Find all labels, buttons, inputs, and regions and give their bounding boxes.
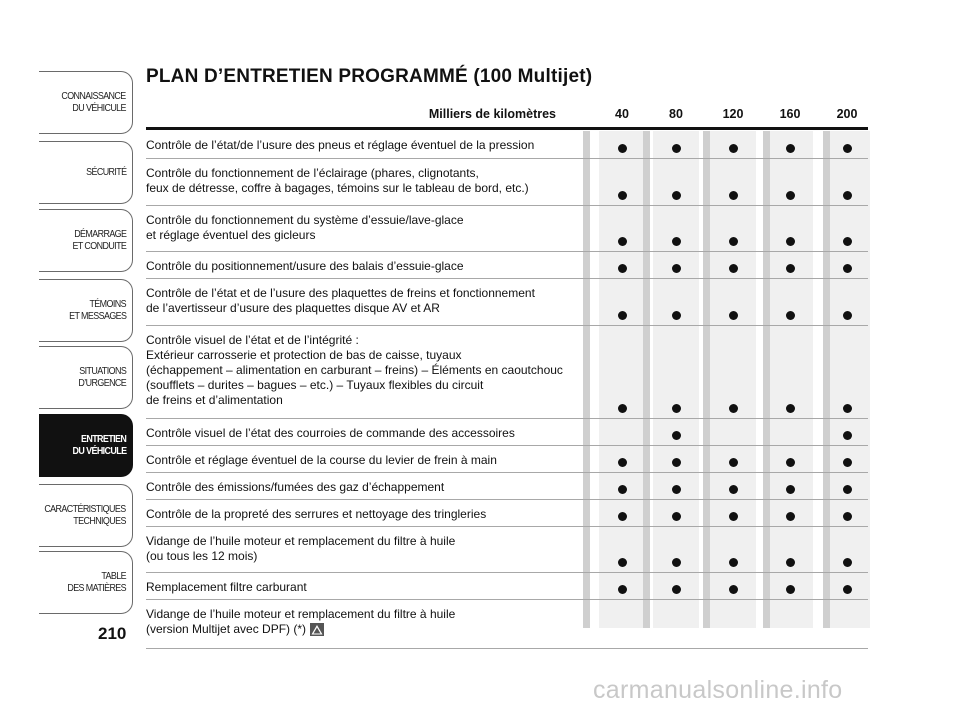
row-text-line: (version Multijet avec DPF) (*) [146, 622, 455, 637]
check-dot [729, 404, 738, 413]
section-tab-label: DÉMARRAGE [73, 228, 126, 240]
check-dot [729, 144, 738, 153]
row-text-line: Contrôle visuel de l’état et de l’intégrité : [146, 333, 359, 347]
row-text-line: Remplacement filtre carburant [146, 580, 307, 594]
check-dot [729, 558, 738, 567]
section-tab-label: TABLE [101, 570, 126, 582]
table-row [146, 131, 868, 159]
km-column-120: 120 [722, 107, 744, 121]
row-text-line: Contrôle de la propreté des serrures et nettoyage des tringleries [146, 507, 487, 521]
check-dot [843, 485, 852, 494]
row-text-line: Contrôle des émissions/fumées des gaz d’échappement [146, 480, 445, 494]
row-description [146, 138, 534, 153]
row-text-line: Vidange de l’huile moteur et remplacement du filtre à huile [146, 607, 456, 621]
check-dot [618, 512, 627, 521]
table-row [146, 473, 868, 500]
section-tab-8[interactable] [39, 551, 133, 614]
check-dot [618, 264, 627, 273]
row-description [146, 213, 464, 243]
check-dot [618, 404, 627, 413]
watermark: carmanualsonline.info [593, 676, 843, 704]
row-text-line: de freins et d’alimentation [146, 393, 283, 407]
check-dot [672, 558, 681, 567]
check-dot [843, 264, 852, 273]
table-row [146, 573, 868, 600]
section-tab-7[interactable] [39, 484, 133, 547]
check-dot [786, 191, 795, 200]
check-dot [729, 512, 738, 521]
check-dot [786, 485, 795, 494]
check-dot [729, 585, 738, 594]
check-dot [672, 264, 681, 273]
section-tab-2[interactable] [39, 141, 133, 204]
row-description [146, 453, 497, 468]
check-dot [786, 144, 795, 153]
check-dot [843, 144, 852, 153]
check-dot [618, 191, 627, 200]
table-row [146, 419, 868, 446]
row-description [146, 259, 464, 274]
row-description [146, 333, 563, 408]
check-dot [843, 404, 852, 413]
kilometers-label: Milliers de kilomètres [428, 107, 556, 121]
check-dot [843, 558, 852, 567]
check-dot [618, 144, 627, 153]
table-row [146, 159, 868, 206]
check-dot [672, 191, 681, 200]
section-tab-5[interactable] [39, 346, 133, 409]
check-dot [843, 237, 852, 246]
section-tab-label: TECHNIQUES [73, 514, 126, 527]
section-tab-label: D’URGENCE [78, 376, 126, 389]
table-row [146, 206, 868, 252]
table-row [146, 600, 868, 649]
check-dot [672, 512, 681, 521]
section-tab-label: SITUATIONS [79, 365, 126, 377]
row-text-line: feux de détresse, coffre à bagages, témoins sur le tableau de bord, etc.) [146, 181, 529, 195]
check-dot [672, 144, 681, 153]
row-description [146, 480, 444, 495]
row-description [146, 166, 529, 196]
check-dot [729, 191, 738, 200]
check-dot [843, 585, 852, 594]
table-row [146, 252, 868, 279]
section-tab-label: DU VÉHICULE [72, 101, 126, 114]
table-row [146, 446, 868, 473]
row-description [146, 534, 455, 564]
row-text-line: (ou tous les 12 mois) [146, 549, 258, 563]
section-tab-label: SÉCURITÉ [85, 165, 126, 178]
check-dot [843, 458, 852, 467]
check-dot [672, 458, 681, 467]
row-text-line: et réglage éventuel des gicleurs [146, 228, 316, 242]
row-text-line: Contrôle du positionnement/usure des balais d’essuie-glace [146, 259, 464, 273]
row-text-line: (échappement – alimentation en carburant – freins) – Éléments en caoutchouc [146, 363, 563, 377]
section-tab-label: DU VÉHICULE [72, 444, 126, 457]
check-dot [729, 264, 738, 273]
check-dot [618, 311, 627, 320]
check-dot [618, 558, 627, 567]
check-dot [786, 237, 795, 246]
check-dot [618, 485, 627, 494]
row-text-line: Contrôle de l’état/de l’usure des pneus et réglage éventuel de la pression [146, 138, 535, 152]
check-dot [786, 558, 795, 567]
km-column-200: 200 [836, 107, 858, 121]
check-dot [786, 404, 795, 413]
row-text-line: (soufflets – durites – bagues – etc.) – Tuyaux flexibles du circuit [146, 378, 484, 392]
row-text-line: Contrôle du fonctionnement du système d’essuie/lave-glace [146, 213, 464, 227]
check-dot [786, 264, 795, 273]
check-dot [843, 191, 852, 200]
section-tab-6[interactable] [39, 414, 133, 477]
section-tab-label: CONNAISSANCE [61, 90, 126, 102]
row-text-line: de l’avertisseur d’usure des plaquettes disque AV et AR [146, 301, 440, 315]
maintenance-table [146, 131, 868, 636]
table-row [146, 500, 868, 527]
page-title: PLAN D’ENTRETIEN PROGRAMMÉ (100 Multijet) [146, 66, 593, 87]
page-number: 210 [98, 624, 127, 643]
check-dot [786, 512, 795, 521]
check-dot [672, 311, 681, 320]
check-dot [729, 237, 738, 246]
check-dot [843, 311, 852, 320]
check-dot [729, 458, 738, 467]
section-tab-label: ENTRETIEN [80, 433, 126, 445]
check-dot [672, 431, 681, 440]
check-dot [672, 485, 681, 494]
check-dot [843, 431, 852, 440]
row-description [146, 507, 486, 522]
row-description [146, 580, 307, 595]
row-text-line: Contrôle visuel de l’état des courroies de commande des accessoires [146, 426, 515, 440]
check-dot [786, 585, 795, 594]
check-dot [843, 512, 852, 521]
row-description [146, 426, 515, 441]
warning-triangle-icon [310, 623, 324, 636]
km-column-80: 80 [669, 107, 683, 121]
section-tab-1[interactable] [39, 71, 133, 134]
row-text-line: Vidange de l’huile moteur et remplacement du filtre à huile [146, 534, 456, 548]
row-text-line: Contrôle et réglage éventuel de la course du levier de frein à main [146, 453, 497, 467]
row-text-line: Extérieur carrosserie et protection de bas de caisse, tuyaux [146, 348, 462, 362]
row-text-line: Contrôle de l’état et de l’usure des plaquettes de freins et fonctionnement [146, 286, 535, 300]
check-dot [672, 237, 681, 246]
table-row [146, 279, 868, 326]
check-dot [786, 458, 795, 467]
check-dot [672, 585, 681, 594]
table-header [146, 105, 868, 127]
check-dot [786, 311, 795, 320]
check-dot [618, 237, 627, 246]
row-description [146, 607, 455, 637]
section-tab-label: DES MATIÈRES [67, 581, 126, 594]
check-dot [729, 485, 738, 494]
section-tab-label: ET MESSAGES [68, 309, 126, 322]
section-tab-label: TÉMOINS [89, 298, 126, 310]
section-tab-3[interactable] [39, 209, 133, 272]
km-column-40: 40 [615, 107, 629, 121]
table-row [146, 326, 868, 419]
km-column-160: 160 [779, 107, 801, 121]
section-tab-label: ET CONDUITE [72, 239, 126, 252]
header-divider [146, 127, 868, 130]
check-dot [672, 404, 681, 413]
check-dot [729, 311, 738, 320]
section-tab-4[interactable] [39, 279, 133, 342]
check-dot [618, 585, 627, 594]
section-tab-label: CARACTÉRISTIQUES [44, 503, 126, 515]
row-text-line: Contrôle du fonctionnement de l’éclairage (phares, clignotants, [146, 166, 479, 180]
row-description [146, 286, 535, 316]
check-dot [618, 458, 627, 467]
table-row [146, 527, 868, 573]
